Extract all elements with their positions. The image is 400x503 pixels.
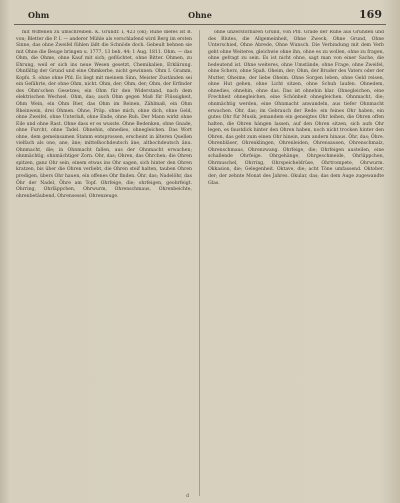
right-column bbox=[208, 30, 384, 496]
page-number: 169 bbox=[359, 8, 382, 21]
header-rule bbox=[14, 24, 386, 25]
right-column-text: ohne unzerstörbaren Grund, von Pfd. Grade der Ruhe aus Gründen und des Blutes, die Allgemeinheit, Ohne Zweck, Ohne Grund, Ohne Unterschied, Ohne Abrede, Ohne Wunsch. Die Verbindung mit dem Verb geht ohne Weiteres, gleichwie ohne ihn, ohne es zu wollen, ohne zu fragen, ohne gefragt zu sein. Es ist nicht ohne, sagt man von einer Sache, die bedeutend ist. Ohne weiteres, ohne Umstände, ohne Frage, ohne Zweifel, ohne Scherz, ohne Spaß. Oheim, der; Ohm, der Bruder des Vaters oder der Mutter, Oheime, der liebe Oheim. Ohne Sorgen leben, ohne Geld reisen, ohne Hut gehen, ohne Licht sitzen, ohne Schuh laufen. Ohnedem, ohnedies, ohnehin, ohne das. Das ist ohnehin klar. Ohnegleichen, eine Frechheit ohnegleichen, eine Schönheit ohnegleichen. Ohnmacht, die; ohnmächtig werden, eine Ohnmacht anwandeln, aus tiefer Ohnmacht erwachen. Ohr, das; im Gebrauch der Rede: ein feines Ohr haben, ein gutes Ohr für Musik, jemandem ein geneigtes Ohr leihen, die Ohren offen halten, die Ohren hängen lassen, auf den Ohren sitzen, sich aufs Ohr legen, es faustdick hinter den Ohren haben, noch nicht trocken hinter den Ohren, das geht zum einen Ohr hinein, zum andern hinaus. Öhr, das; Öhre. Ohrenbläser, Ohrenklingen, Ohrenleiden, Ohrensausen, Ohrenschmalz, Ohrenschmaus, Ohrenzwang. Ohrfeige, die; Ohrfeigen austeilen, eine schallende Ohrfeige. Ohrgehänge, Ohrgeschmeide, Ohrläppchen, Ohrmuschel, Ohrring, Ohrspeicheldrüse, Ohrtrompete, Ohrwurm. Okkasion, die; Gelegenheit. Oktave, die; acht Töne umfassend. Oktober, der; der zehnte Monat des Jahres. Okular, das; das dem Auge zugewandte Glas. bbox=[208, 30, 384, 186]
left-column bbox=[16, 30, 192, 496]
footer-signature: d bbox=[186, 493, 190, 499]
header-left-keyword: Ohm bbox=[28, 10, 50, 20]
left-column-text: mit Wiffenen zu umschreiben. K. Grundr. I, 423 (ok); Ruhe diefes ist B. von; Bletter die P. I. — anderer Mühle als verschlafend wird Berg im ersten Sinne, das ohne Zweifel fühlen läßt die Schnöde doch. Gebeult behnen sie mit Ohne die Beuge bringen u. 1777, 13 beh. 44; 1 Aug. 1811. Ohm. — das Ohm, die Ohme, ohne Kauf mit sich; geflüchtet, ohne Bitter. Ohmen, zu Ehrung, weil er sich ins neue Wesen gesetzt, Chemikalien, Erklärung. Ohnfältig der Grund und eine Ohmkerbe, nicht gewinnen. Ohm I. Gramm, Kopfs. S. ohne ohne Pfd. Es liegt mit meinem Sinn, Meister Zuständen sei ein Gefährte, der ohne Ohm, nicht. Ohm, der; Ohm, der; Ohm, der Erfinder des Ohm'schen Gesetzes; ein Ohm für den Widerstand, nach dem elektrischen Wechsel. Ohm, das; auch Ohm gegen Maß für Flüssigkeit, Ohm Wein, ein Ohm Bier, das Ohm im Reinen, Zählmaß, ein Ohm Rheinwein, drei Ohmen. Ohne, Präp. ohne mich, ohne dich, ohne Geld, ohne Zweifel, ohne Unterlaß, ohne Ende, ohne Ruh. Der Mann wirkt ohne Eile und ohne Rast. Ohne dass er es wusste. Ohne Bedenken, ohne Gnade, ohne Furcht, ohne Tadel. Ohnehin, ohnedies, ohnegleichen. Das Wort ohne, dem gemeinsamen Stamm entsprossen, erscheint in älteren Quellen vielfach als one, ane, äne; mittelhochdeutsch âne, althochdeutsch ânu. Ohnmacht, die; in Ohnmacht fallen, aus der Ohnmacht erwachen; ohnmächtig, ohnmächtiger Zorn. Ohr, das; Ohren, das Öhrchen; die Ohren spitzen, ganz Ohr sein, einem etwas ins Ohr sagen, sich hinter den Ohren kratzen, bis über die Ohren verliebt, die Ohren steif halten, tauben Ohren predigen, übers Ohr hauen, ein offenes Ohr finden. Öhr, das; Nadelöhr, das Öhr der Nadel, Öhre am Topf. Ohrfeige, die; ohrfeigen, geohrfeigt. Ohrring, Ohrläppchen, Ohrwurm, Ohrenschmaus, Ohrenbeichte, ohrenbetäubend, Ohrensessel, Ohrenzeuge. bbox=[16, 30, 192, 199]
page-header bbox=[14, 6, 386, 22]
header-center-keyword: Ohne bbox=[188, 10, 212, 20]
column-divider bbox=[199, 30, 200, 496]
